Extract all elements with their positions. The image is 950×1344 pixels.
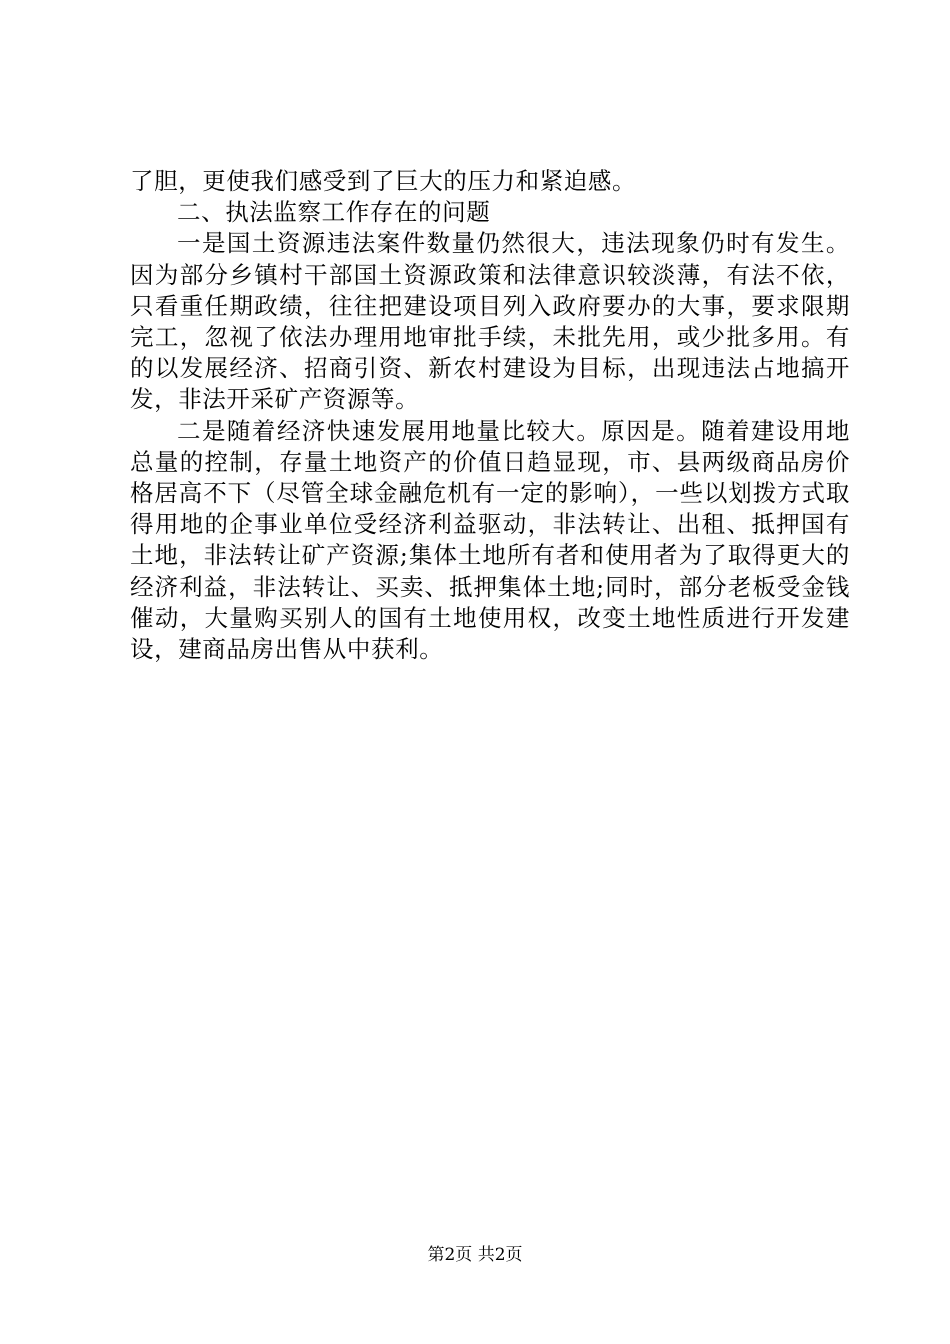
paragraph-continuation: 了胆，更使我们感受到了巨大的压力和紧迫感。 <box>130 167 637 195</box>
page-footer: 第2页 共2页 <box>427 1245 523 1265</box>
paragraph-issue-two: 二是随着经济快速发展用地量比较大。原因是。随着建设用地总量的控制，存量土地资产的价值日趋显现，市、县两级商品房价格居高不下（尽管全球金融危机有一定的影响），一些以划拨方式取得用地的企事业单位受经济利益驱动，非法转让、出租、抵押国有土地，非法转让矿产资源;集体土地所有者和使用者为了取得更大的经济利益，非法转让、买卖、抵押集体土地;同时，部分老板受金钱催动，大量购买别人的国有土地使用权，改变土地性质进行开发建设，建商品房出售从中获利。 <box>130 416 850 664</box>
document-body <box>130 166 850 665</box>
section-heading: 二、执法监察工作存在的问题 <box>177 198 491 227</box>
paragraph-issue-one: 一是国土资源违法案件数量仍然很大，违法现象仍时有发生。因为部分乡镇村干部国土资源政策和法律意识较淡薄，有法不依，只看重任期政绩，往往把建设项目列入政府要办的大事，要求限期完工，忽视了依法办理用地审批手续，未批先用，或少批多用。有的以发展经济、招商引资、新农村建设为目标，出现违法占地搞开发，非法开采矿产资源等。 <box>130 229 850 414</box>
